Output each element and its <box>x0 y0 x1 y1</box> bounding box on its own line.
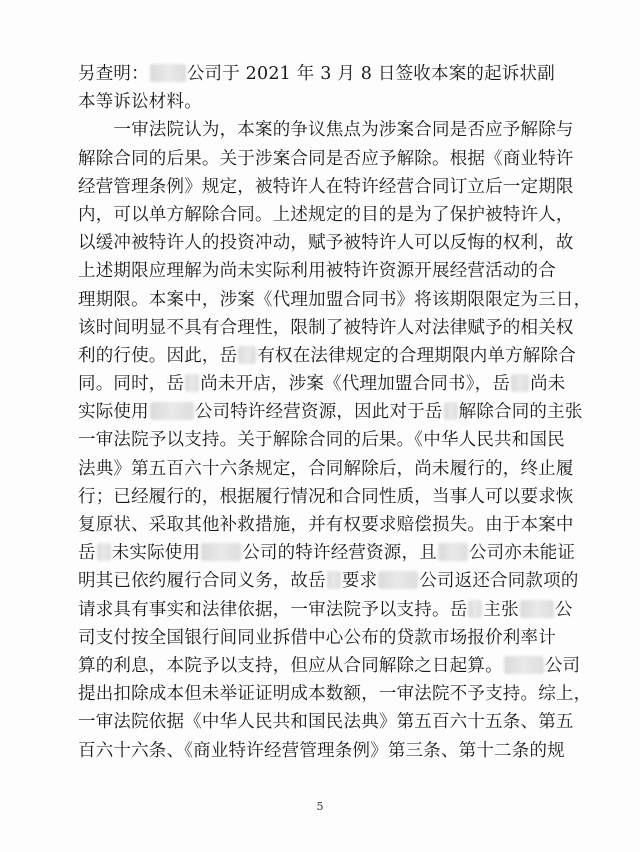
text-segment: 公司特许经营资源，因此对于岳 <box>194 402 443 423</box>
text-segment: 岳 <box>78 543 96 564</box>
text-line <box>78 680 592 708</box>
text-segment: 公 <box>554 599 573 620</box>
text-line <box>78 596 573 624</box>
text-line <box>78 511 573 539</box>
text-segment: 一审法院认为，本案的争议焦点为涉案合同是否应予解除与 <box>78 120 574 141</box>
redaction-blur <box>511 374 529 392</box>
redaction-blur <box>444 402 458 420</box>
text-line <box>78 398 583 426</box>
text-line <box>78 257 573 285</box>
text-segment: 要求 <box>341 571 378 592</box>
redaction-blur <box>378 571 418 589</box>
text-segment: 理期限。本案中，涉案《代理加盟合同书》将该期限限定为三日， <box>78 289 592 310</box>
text-segment: 算的利息，本院予以支持，但应从合同解除之日起算。 <box>78 655 503 676</box>
text-line <box>78 370 573 398</box>
text-segment: 明其已依约履行合同义务，故岳 <box>78 571 326 592</box>
text-line <box>78 116 573 144</box>
text-segment: 该时间明显不具有合理性，限制了被特许人对法律赋予的相关权 <box>78 317 574 338</box>
text-segment: 利的行使。因此，岳 <box>78 345 238 366</box>
text-segment: 公司亦未能证 <box>468 543 576 564</box>
text-segment: 法典》第五百六十六条规定，合同解除后，尚未履行的，终止履 <box>78 458 574 479</box>
text-line <box>78 624 573 652</box>
text-segment: 实际使用 <box>78 402 149 423</box>
text-line <box>78 708 573 736</box>
text-segment: 一审法院依据《中华人民共和国民法典》第五百六十五条、第五 <box>78 712 574 733</box>
judgment-body-text <box>78 60 592 765</box>
text-line <box>78 342 576 370</box>
text-segment: 未实际使用 <box>111 543 201 564</box>
text-line <box>78 173 573 201</box>
text-segment: 公司返还合同款项的 <box>419 571 579 592</box>
text-line <box>78 286 592 314</box>
redaction-blur <box>201 543 241 561</box>
text-segment: 司支付按全国银行间同业拆借中心公布的贷款市场报价利率计 <box>78 627 556 648</box>
text-segment: 经营管理条例》规定，被特许人在特许经营合同订立后一定期限 <box>78 176 574 197</box>
text-segment: 尚未 <box>530 374 566 395</box>
redaction-blur <box>520 600 554 618</box>
text-segment: 另查明： <box>78 64 149 84</box>
text-segment: 主张 <box>483 599 519 620</box>
redaction-blur <box>97 543 111 561</box>
text-segment: 本等诉讼材料。 <box>78 92 202 113</box>
text-line <box>78 88 573 116</box>
redaction-blur <box>150 402 194 420</box>
text-segment: 公司 <box>544 655 581 676</box>
text-line <box>78 483 573 511</box>
redaction-blur <box>438 543 468 561</box>
text-segment: 解除合同的后果。关于涉案合同是否应予解除。根据《商业特许 <box>78 148 574 169</box>
text-segment: 请求具有事实和法律依据，一审法院予以支持。岳 <box>78 599 468 620</box>
redaction-blur <box>327 571 341 589</box>
text-line <box>78 201 573 229</box>
text-segment: 以缓冲被特许人的投资冲动，赋予被特许人可以反悔的权利，故 <box>78 233 574 254</box>
text-line <box>78 737 573 765</box>
text-segment: 解除合同的主张 <box>458 402 583 423</box>
text-segment: 行；已经履行的，根据履行情况和合同性质，当事人可以要求恢 <box>78 486 574 507</box>
text-segment: 公司于 2021 年 3 月 8 日签收本案的起诉状副 <box>186 64 555 84</box>
redaction-blur <box>150 64 186 82</box>
text-line <box>78 60 573 88</box>
text-line <box>78 539 576 567</box>
redaction-blur <box>238 346 256 364</box>
text-line <box>78 455 573 483</box>
text-segment: 尚未开店，涉案《代理加盟合同书》，岳 <box>200 374 511 395</box>
text-segment: 有权在法律规定的合理期限内单方解除合 <box>257 345 576 366</box>
redaction-blur <box>185 374 199 392</box>
text-segment: 复原状、采取其他补救措施，并有权要求赔偿损失。由于本案中 <box>78 515 574 535</box>
text-line <box>78 567 579 595</box>
text-segment: 百六十六条、《商业特许经营管理条例》第三条、第十二条的规 <box>78 740 565 761</box>
redaction-blur <box>504 656 544 674</box>
page-number: 5 <box>316 800 324 813</box>
text-segment: 一审法院予以支持。关于解除合同的后果。《中华人民共和国民 <box>78 430 565 451</box>
text-segment: 公司的特许经营资源，且 <box>242 543 437 564</box>
redaction-blur <box>468 600 482 618</box>
text-line <box>78 426 573 454</box>
text-line <box>78 652 581 680</box>
text-line <box>78 229 573 257</box>
text-segment: 上述期限应理解为尚未实际利用被特许资源开展经营活动的合 <box>78 261 556 282</box>
text-line <box>78 145 573 173</box>
text-segment: 内，可以单方解除合同。上述规定的目的是为了保护被特许人， <box>78 204 574 225</box>
text-segment: 同。同时，岳 <box>78 374 185 395</box>
text-line <box>78 314 573 342</box>
text-segment: 提出扣除成本但未举证证明成本数额，一审法院不予支持。综上， <box>78 684 592 705</box>
